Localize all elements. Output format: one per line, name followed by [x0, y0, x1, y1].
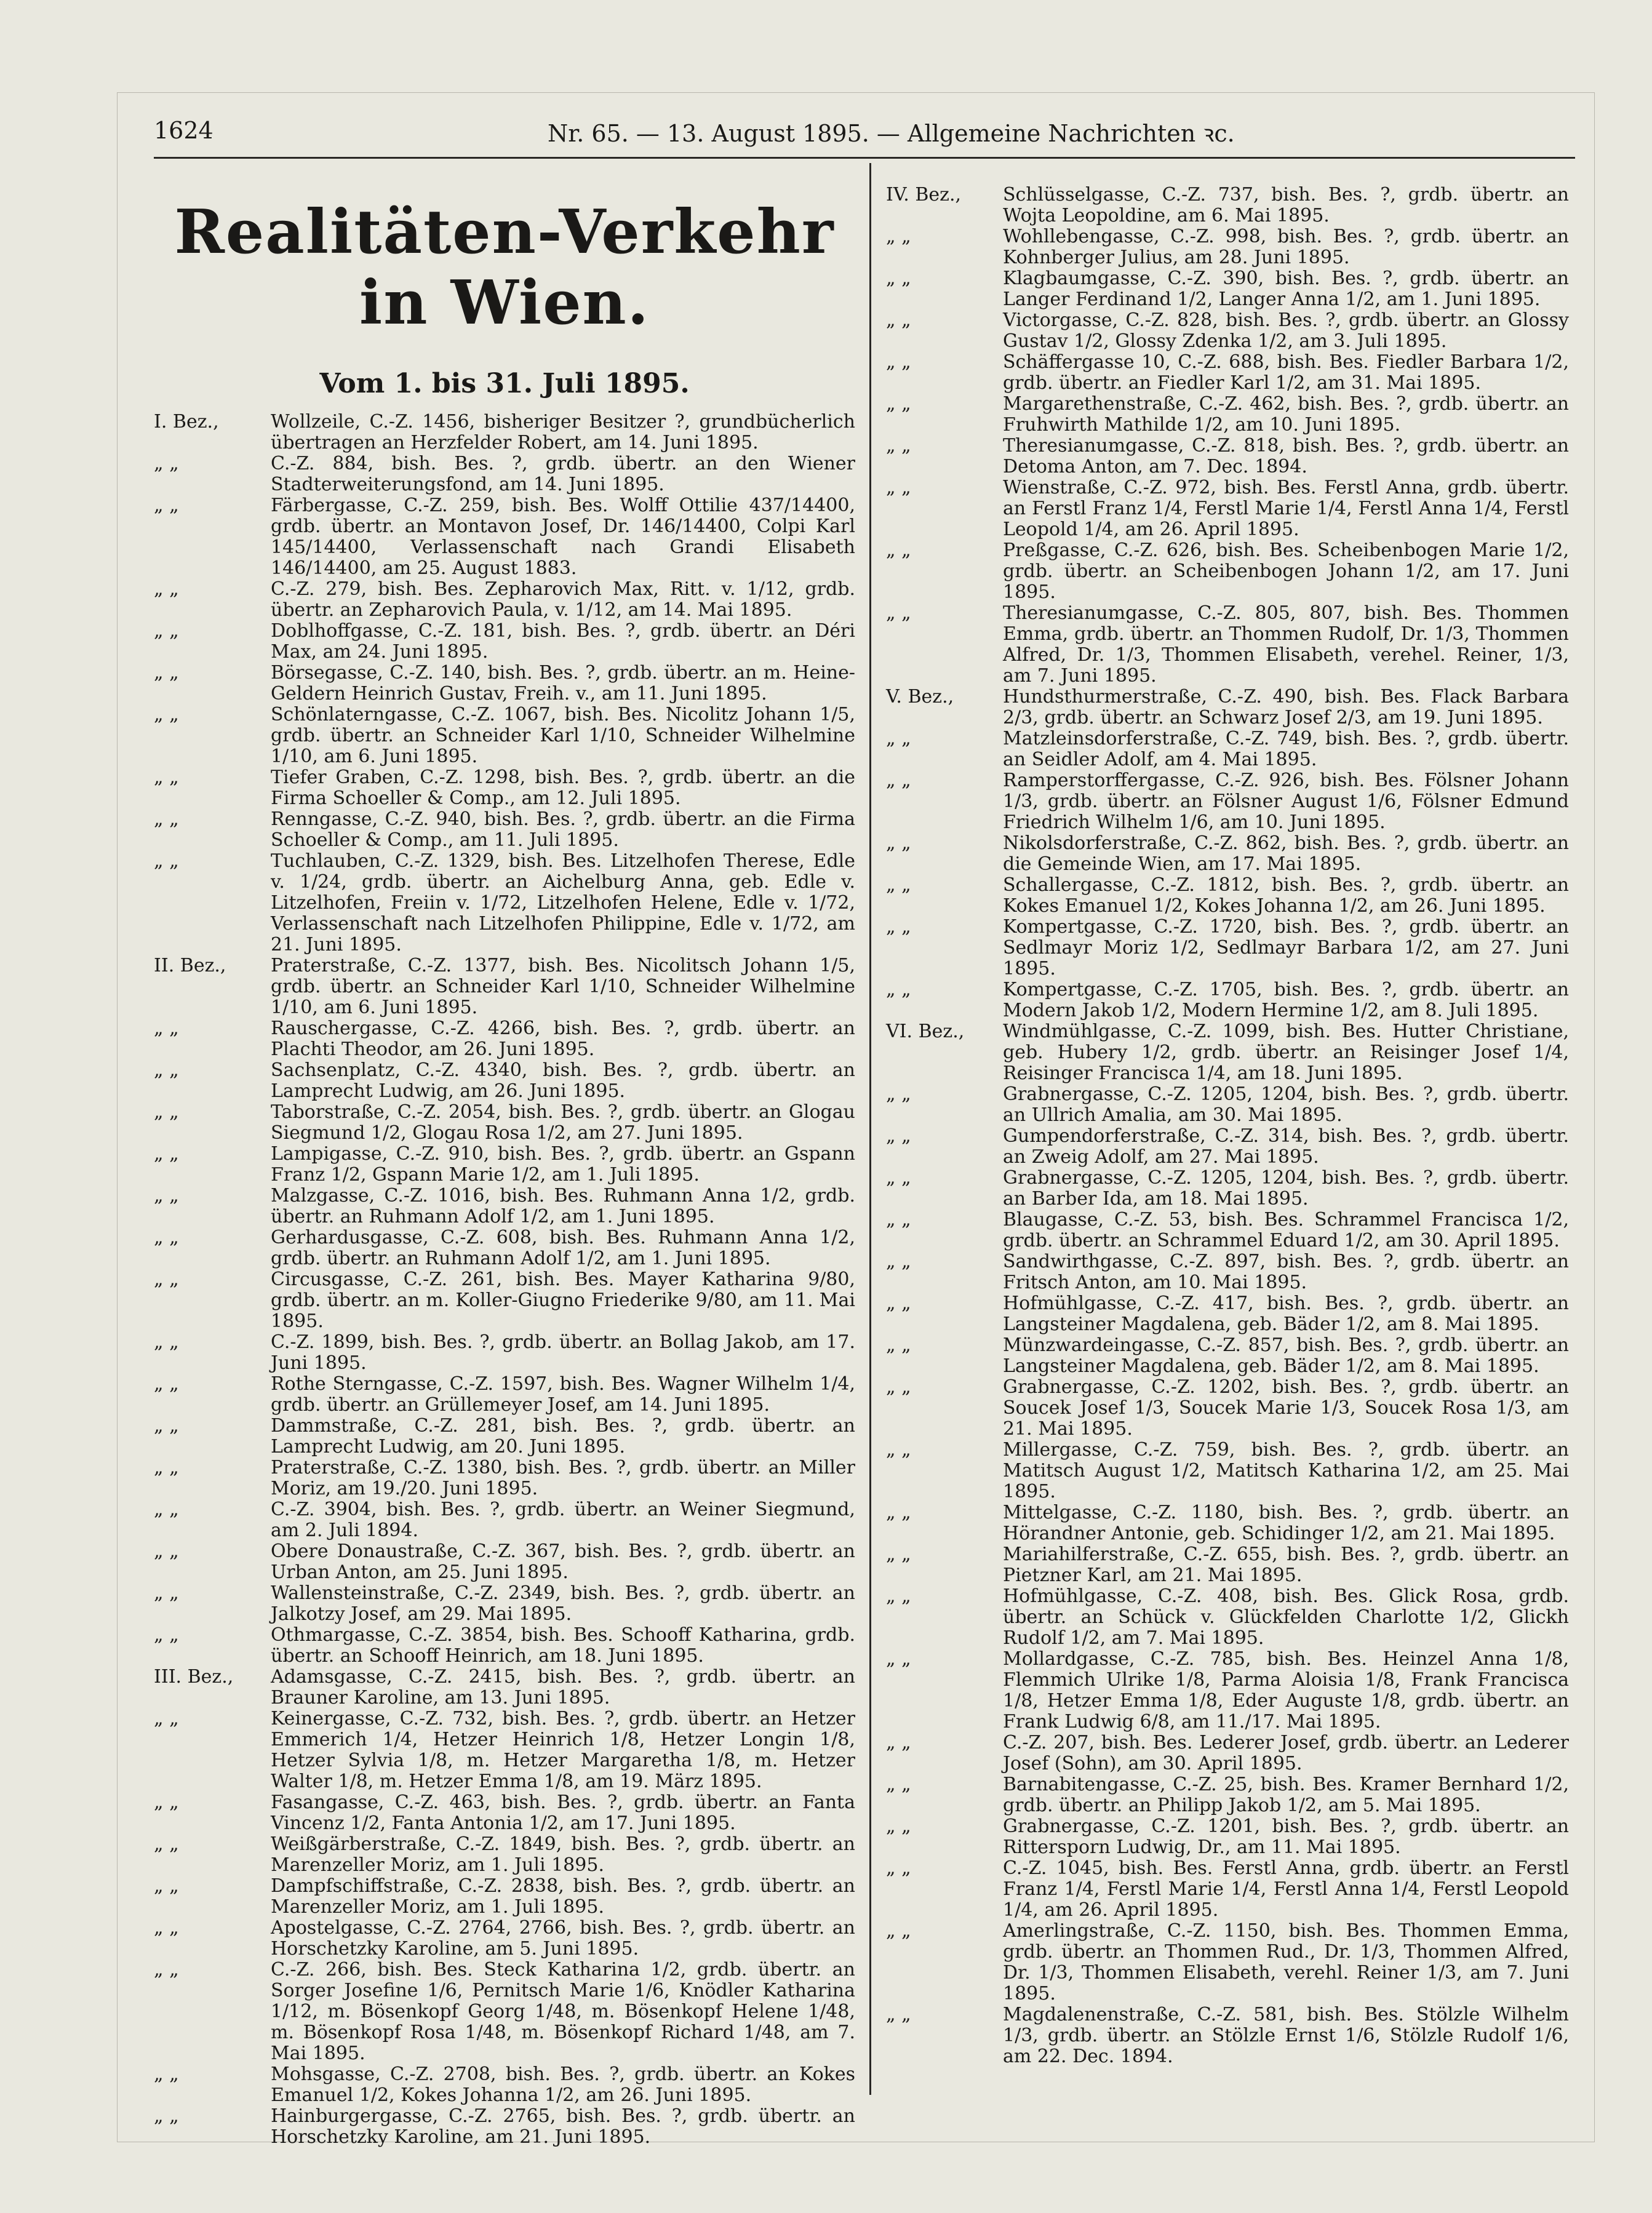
header-rule [154, 157, 1575, 159]
list-item [886, 226, 1569, 268]
entry-text: Praterstraße, C.-Z. 1380, bish. Bes. ?, grdb. übertr. an Miller Moriz, am 19./20. Juni 1895. [271, 1457, 855, 1499]
district-tag: „ „ [154, 850, 179, 872]
district-tag: „ „ [154, 1499, 179, 1520]
district-tag: „ „ [886, 540, 911, 561]
list-item [886, 979, 1569, 1021]
district-tag: „ „ [154, 1959, 179, 1980]
list-item [886, 1084, 1569, 1126]
district-tag: „ „ [886, 1502, 911, 1523]
list-item [154, 767, 855, 809]
list-item [886, 770, 1569, 833]
entry-text: Margarethenstraße, C.-Z. 462, bish. Bes. ?, grdb. übertr. an Fruhwirth Mathilde 1/2, am 10. Juni 1895. [1003, 393, 1569, 436]
list-item [154, 1834, 855, 1876]
entry-text: Tuchlauben, C.-Z. 1329, bish. Bes. Litzelhofen Therese, Edle v. 1/24, grdb. übertr. an Aichelburg Anna, geb. Edle v. Litzelhofen, Freiin v. 1/72, Litzelhofen Helene, Edle v. 1/72, Verlassenschaft nach Litzelhofen Philippine, Edle v. 1/72, am 21. Juni 1895. [271, 850, 855, 955]
list-item [886, 1816, 1569, 1858]
district-tag: „ „ [154, 2063, 179, 2085]
entry-text: Nikolsdorferstraße, C.-Z. 862, bish. Bes. ?, grdb. übertr. an die Gemeinde Wien, am 17. Mai 1895. [1003, 832, 1569, 875]
district-tag: „ „ [886, 1816, 911, 1837]
district-tag: „ „ [886, 1920, 911, 1942]
entry-text: Dampfschiffstraße, C.-Z. 2838, bish. Bes. ?, grdb. übertr. an Marenzeller Moriz, am 1. Juli 1895. [271, 1875, 855, 1918]
district-tag: „ „ [154, 1541, 179, 1562]
district-tag: „ „ [154, 808, 179, 830]
running-title: Nr. 65. — 13. August 1895. — Allgemeine Nachrichten ꝛc. [548, 120, 1235, 147]
district-tag: „ „ [154, 1373, 179, 1395]
district-tag: „ „ [886, 1439, 911, 1461]
right-column [886, 185, 1569, 2067]
entry-text: Hainburgergasse, C.-Z. 2765, bish. Bes. ?, grdb. übertr. an Horschetzky Karoline, am 21. Juni 1895. [271, 2105, 855, 2148]
list-item [154, 1227, 855, 1269]
list-item [886, 1774, 1569, 1816]
entry-text: Wollzeile, C.-Z. 1456, bisheriger Besitzer ?, grundbücherlich übertragen an Herzfelder Robert, am 14. Juni 1895. [271, 411, 855, 453]
district-tag: „ „ [154, 1582, 179, 1604]
entry-text: Matzleinsdorferstraße, C.-Z. 749, bish. Bes. ?, grdb. übertr. an Seidler Adolf, am 4. Mai 1895. [1003, 728, 1569, 770]
list-item [886, 875, 1569, 917]
list-item [886, 1335, 1569, 1377]
entry-text: Tiefer Graben, C.-Z. 1298, bish. Bes. ?, grdb. übertr. an die Firma Schoeller & Comp., am 12. Juli 1895. [271, 767, 855, 809]
district-tag: „ „ [154, 1143, 179, 1165]
district-tag: „ „ [886, 979, 911, 1000]
entry-text: Schäffergasse 10, C.-Z. 688, bish. Bes. Fiedler Barbara 1/2, grdb. übertr. an Fiedler Karl 1/2, am 31. Mai 1895. [1003, 351, 1569, 394]
list-item [154, 1792, 855, 1834]
left-entry-list [154, 412, 855, 2148]
entry-text: Malzgasse, C.-Z. 1016, bish. Bes. Ruhmann Anna 1/2, grdb. übertr. an Ruhmann Adolf 1/2, am 1. Juni 1895. [271, 1185, 855, 1227]
entry-text: Hundsthurmerstraße, C.-Z. 490, bish. Bes. Flack Barbara 2/3, grdb. übertr. an Schwarz Josef 2/3, am 19. Juni 1895. [1003, 686, 1569, 728]
list-item [886, 1649, 1569, 1733]
district-tag: „ „ [154, 1457, 179, 1478]
entry-text: Rothe Sterngasse, C.-Z. 1597, bish. Bes. Wagner Wilhelm 1/4, grdb. übertr. an Grüllemeyer Josef, am 14. Juni 1895. [271, 1373, 855, 1416]
entry-text: Preßgasse, C.-Z. 626, bish. Bes. Scheibenbogen Marie 1/2, grdb. übertr. an Scheibenbogen Johann 1/2, am 17. Juni 1895. [1003, 540, 1569, 603]
entry-text: Weißgärberstraße, C.-Z. 1849, bish. Bes. ?, grdb. übertr. an Marenzeller Moriz, am 1. Juli 1895. [271, 1833, 855, 1876]
list-item [154, 453, 855, 495]
list-item [154, 2064, 855, 2106]
district-tag: „ „ [886, 435, 911, 457]
entry-text: Hofmühlgasse, C.-Z. 408, bish. Bes. Glick Rosa, grdb. übertr. an Schück v. Glückfelden Charlotte 1/2, Glickh Rudolf 1/2, am 7. Mai 1895. [1003, 1585, 1569, 1649]
district-tag: „ „ [886, 351, 911, 373]
district-tag: „ „ [154, 1101, 179, 1123]
entry-text: C.-Z. 1899, bish. Bes. ?, grdb. übertr. an Bollag Jakob, am 17. Juni 1895. [271, 1331, 855, 1374]
district-tag: „ „ [154, 1792, 179, 1813]
district-tag: „ „ [154, 1415, 179, 1437]
district-tag: „ „ [886, 1334, 911, 1356]
list-item [154, 1960, 855, 2064]
district-tag: „ „ [154, 1227, 179, 1248]
district-tag: „ „ [886, 1732, 911, 1753]
list-item [886, 1440, 1569, 1502]
entry-text: Grabnergasse, C.-Z. 1205, 1204, bish. Bes. ?, grdb. übertr. an Barber Ida, am 18. Mai 1895. [1003, 1167, 1569, 1210]
district-tag: „ „ [154, 620, 179, 642]
district-tag: „ „ [886, 1376, 911, 1398]
list-item [154, 1102, 855, 1144]
article-title: Realitäten-Verkehr in Wien. [174, 197, 835, 338]
list-item [886, 687, 1569, 728]
district-tag: „ „ [154, 1331, 179, 1353]
district-tag: „ „ [154, 1269, 179, 1290]
entry-text: Renngasse, C.-Z. 940, bish. Bes. ?, grdb. übertr. an die Firma Schoeller & Comp., am 11. Juli 1895. [271, 808, 855, 851]
district-tag: „ „ [886, 393, 911, 415]
entry-text: Magdalenenstraße, C.-Z. 581, bish. Bes. Stölzle Wilhelm 1/3, grdb. übertr. an Stölzle Ernst 1/6, Stölzle Rudolf 1/6, am 22. Dec. 1894. [1003, 2004, 1569, 2067]
district-tag: „ „ [886, 728, 911, 749]
district-tag: „ „ [154, 1875, 179, 1897]
entry-text: Mittelgasse, C.-Z. 1180, bish. Bes. ?, grdb. übertr. an Hörandner Antonie, geb. Schidinger 1/2, am 21. Mai 1895. [1003, 1502, 1569, 1544]
district-tag: „ „ [886, 1585, 911, 1607]
entry-text: Barnabitengasse, C.-Z. 25, bish. Bes. Kramer Bernhard 1/2, grdb. übertr. an Philipp Jakob 1/2, am 5. Mai 1895. [1003, 1774, 1569, 1816]
district-tag: „ „ [154, 704, 179, 725]
district-tag: II. Bez., [154, 955, 226, 976]
entry-text: Gerhardusgasse, C.-Z. 608, bish. Bes. Ruhmann Anna 1/2, grdb. übertr. an Ruhmann Adolf 1/2, am 1. Juni 1895. [271, 1227, 855, 1269]
list-item [154, 621, 855, 663]
entry-text: Windmühlgasse, C.-Z. 1099, bish. Bes. Hutter Christiane, geb. Hubery 1/2, grdb. übertr. an Reisinger Josef 1/4, Reisinger Francisca 1/4, am 18. Juni 1895. [1003, 1021, 1569, 1084]
list-item [154, 1625, 855, 1667]
district-tag: „ „ [154, 1185, 179, 1206]
entry-text: Wohllebengasse, C.-Z. 998, bish. Bes. ?, grdb. übertr. an Kohnberger Julius, am 28. Juni 1895. [1003, 226, 1569, 268]
district-tag: „ „ [886, 874, 911, 896]
list-item [886, 352, 1569, 394]
list-item [886, 1168, 1569, 1210]
list-item [154, 412, 855, 453]
entry-text: Sachsenplatz, C.-Z. 4340, bish. Bes. ?, grdb. übertr. an Lamprecht Ludwig, am 26. Juni 1895. [271, 1059, 855, 1102]
district-tag: „ „ [886, 268, 911, 289]
list-item [886, 268, 1569, 310]
list-item [154, 1583, 855, 1625]
entry-text: Sandwirthgasse, C.-Z. 897, bish. Bes. ?, grdb. übertr. an Fritsch Anton, am 10. Mai 1895. [1003, 1251, 1569, 1293]
entry-text: Blaugasse, C.-Z. 53, bish. Bes. Schrammel Francisca 1/2, grdb. übertr. an Schrammel Eduard 1/2, am 30. April 1895. [1003, 1209, 1569, 1251]
entry-text: Adamsgasse, C.-Z. 2415, bish. Bes. ?, grdb. übertr. an Brauner Karoline, am 13. Juni 1895. [271, 1666, 855, 1709]
district-tag: „ „ [154, 1917, 179, 1939]
list-item [886, 1210, 1569, 1251]
district-tag: „ „ [886, 770, 911, 791]
entry-text: Börsegasse, C.-Z. 140, bish. Bes. ?, grdb. übertr. an m. Heine-Geldern Heinrich Gustav, Freih. v., am 11. Juni 1895. [271, 662, 855, 704]
list-item [886, 1921, 1569, 2004]
list-item [886, 1544, 1569, 1586]
entry-text: Doblhoffgasse, C.-Z. 181, bish. Bes. ?, grdb. übertr. an Déri Max, am 24. Juni 1895. [271, 620, 855, 663]
list-item [886, 540, 1569, 603]
district-tag: „ „ [886, 1125, 911, 1147]
district-tag: „ „ [886, 226, 911, 247]
list-item [154, 663, 855, 704]
entry-text: Othmargasse, C.-Z. 3854, bish. Bes. Schooff Katharina, grdb. übertr. an Schooff Heinrich, am 18. Juni 1895. [271, 1624, 855, 1667]
district-tag: „ „ [886, 1083, 911, 1105]
district-tag: „ „ [154, 1018, 179, 1039]
list-item [154, 1457, 855, 1499]
list-item [886, 603, 1569, 687]
page-header [154, 117, 1235, 154]
list-item [886, 1021, 1569, 1084]
district-tag: „ „ [886, 1857, 911, 1879]
district-tag: „ „ [154, 2105, 179, 2127]
entry-text: Kompertgasse, C.-Z. 1705, bish. Bes. ?, grdb. übertr. an Modern Jakob 1/2, Modern Hermine 1/2, am 8. Juli 1895. [1003, 979, 1569, 1021]
list-item [886, 1126, 1569, 1168]
district-tag: „ „ [154, 1833, 179, 1855]
entry-text: Ramperstorffergasse, C.-Z. 926, bish. Bes. Fölsner Johann 1/3, grdb. übertr. an Fölsner August 1/6, Fölsner Edmund Friedrich Wilhelm 1/6, am 10. Juni 1895. [1003, 770, 1569, 833]
list-item [154, 1876, 855, 1918]
list-item [154, 1269, 855, 1332]
list-item [154, 2106, 855, 2148]
entry-text: Schallergasse, C.-Z. 1812, bish. Bes. ?, grdb. übertr. an Kokes Emanuel 1/2, Kokes Johanna 1/2, am 26. Juni 1895. [1003, 874, 1569, 917]
list-item [154, 1918, 855, 1960]
list-item [154, 1416, 855, 1457]
entry-text: Mariahilferstraße, C.-Z. 655, bish. Bes. ?, grdb. übertr. an Pietzner Karl, am 21. Mai 1895. [1003, 1544, 1569, 1586]
district-tag: „ „ [886, 2004, 911, 2025]
list-item [886, 185, 1569, 226]
entry-text: Grabnergasse, C.-Z. 1202, bish. Bes. ?, grdb. übertr. an Soucek Josef 1/3, Soucek Marie 1/3, Soucek Rosa 1/3, am 21. Mai 1895. [1003, 1376, 1569, 1440]
entry-text: Praterstraße, C.-Z. 1377, bish. Bes. Nicolitsch Johann 1/5, grdb. übertr. an Schneider Karl 1/10, Schneider Wilhelmine 1/10, am 6. Juni 1895. [271, 955, 855, 1018]
list-item [154, 955, 855, 1018]
district-tag: IV. Bez., [886, 184, 962, 205]
list-item [886, 1858, 1569, 1921]
list-item [886, 1502, 1569, 1544]
list-item [154, 1541, 855, 1583]
entry-text: Rauschergasse, C.-Z. 4266, bish. Bes. ?, grdb. übertr. an Plachti Theodor, am 26. Juni 1895. [271, 1018, 855, 1060]
entry-text: Schlüsselgasse, C.-Z. 737, bish. Bes. ?, grdb. übertr. an Wojta Leopoldine, am 6. Mai 1895. [1003, 184, 1569, 226]
list-item [154, 1186, 855, 1227]
list-item [886, 394, 1569, 436]
district-tag: „ „ [154, 1624, 179, 1646]
district-tag: „ „ [886, 1167, 911, 1189]
list-item [886, 1293, 1569, 1335]
entry-text: C.-Z. 266, bish. Bes. Steck Katharina 1/2, grdb. übertr. an Sorger Josefine 1/6, Pernitsch Marie 1/6, Knödler Katharina 1/12, m. Bösenkopf Georg 1/48, m. Bösenkopf Helene 1/48, m. Bösenkopf Rosa 1/48, m. Bösenkopf Richard 1/48, am 7. Mai 1895. [271, 1959, 855, 2064]
entry-text: Obere Donaustraße, C.-Z. 367, bish. Bes. ?, grdb. übertr. an Urban Anton, am 25. Juni 1895. [271, 1541, 855, 1583]
district-tag: „ „ [886, 1293, 911, 1314]
list-item [154, 1060, 855, 1102]
entry-text: Taborstraße, C.-Z. 2054, bish. Bes. ?, grdb. übertr. an Glogau Siegmund 1/2, Glogau Rosa 1/2, am 27. Juni 1895. [271, 1101, 855, 1144]
list-item [886, 728, 1569, 770]
entry-text: Circusgasse, C.-Z. 261, bish. Bes. Mayer Katharina 9/80, grdb. übertr. an m. Koller-Giugno Friederike 9/80, am 11. Mai 1895. [271, 1269, 855, 1332]
district-tag: „ „ [154, 1059, 179, 1081]
entry-text: C.-Z. 3904, bish. Bes. ?, grdb. übertr. an Weiner Siegmund, am 2. Juli 1894. [271, 1499, 855, 1541]
list-item [154, 1332, 855, 1374]
list-item [154, 704, 855, 767]
district-tag: V. Bez., [886, 686, 954, 708]
entry-text: C.-Z. 1045, bish. Bes. Ferstl Anna, grdb. übertr. an Ferstl Franz 1/4, Ferstl Marie 1/4, Ferstl Anna 1/4, Ferstl Leopold 1/4, am 26. April 1895. [1003, 1857, 1569, 1921]
list-item [886, 477, 1569, 540]
entry-text: Fasangasse, C.-Z. 463, bish. Bes. ?, grdb. übertr. an Fanta Vincenz 1/2, Fanta Antonia 1/2, am 17. Juni 1895. [271, 1792, 855, 1834]
list-item [154, 1374, 855, 1416]
column-divider [869, 163, 871, 2095]
list-item [886, 1586, 1569, 1649]
list-item [154, 579, 855, 621]
district-tag: I. Bez., [154, 411, 219, 433]
list-item [886, 310, 1569, 352]
district-tag: „ „ [154, 495, 179, 516]
district-tag: „ „ [886, 1209, 911, 1230]
entry-text: Klagbaumgasse, C.-Z. 390, bish. Bes. ?, grdb. übertr. an Langer Ferdinand 1/2, Langer Anna 1/2, am 1. Juni 1895. [1003, 268, 1569, 310]
list-item [886, 1251, 1569, 1293]
district-tag: „ „ [154, 1708, 179, 1729]
entry-text: Mollardgasse, C.-Z. 785, bish. Bes. Heinzel Anna 1/8, Flemmich Ulrike 1/8, Parma Aloisia 1/8, Frank Francisca 1/8, Hetzer Emma 1/8, Eder Auguste 1/8, grdb. übertr. an Frank Ludwig 6/8, am 11./17. Mai 1895. [1003, 1648, 1569, 1733]
district-tag: „ „ [886, 602, 911, 624]
district-tag: „ „ [886, 1251, 911, 1272]
entry-text: Gumpendorferstraße, C.-Z. 314, bish. Bes. ?, grdb. übertr. an Zweig Adolf, am 27. Mai 1895. [1003, 1125, 1569, 1168]
page-number: 1624 [154, 117, 213, 144]
entry-text: C.-Z. 884, bish. Bes. ?, grdb. übertr. an den Wiener Stadterweiterungsfond, am 14. Juni 1895. [271, 453, 855, 495]
list-item [886, 917, 1569, 979]
entry-text: Keinergasse, C.-Z. 732, bish. Bes. ?, grdb. übertr. an Hetzer Emmerich 1/4, Hetzer Heinrich 1/8, Hetzer Longin 1/8, Hetzer Sylvia 1/8, m. Hetzer Margaretha 1/8, m. Hetzer Walter 1/8, m. Hetzer Emma 1/8, am 19. März 1895. [271, 1708, 855, 1792]
district-tag: „ „ [886, 309, 911, 331]
entry-text: Kompertgasse, C.-Z. 1720, bish. Bes. ?, grdb. übertr. an Sedlmayr Moriz 1/2, Sedlmayr Barbara 1/2, am 27. Juni 1895. [1003, 916, 1569, 979]
list-item [154, 1144, 855, 1186]
left-column [154, 185, 855, 2148]
entry-text: C.-Z. 207, bish. Bes. Lederer Josef, grdb. übertr. an Lederer Josef (Sohn), am 30. April 1895. [1003, 1732, 1569, 1774]
entry-text: Amerlingstraße, C.-Z. 1150, bish. Bes. Thommen Emma, grdb. übertr. an Thommen Rud., Dr. 1/3, Thommen Alfred, Dr. 1/3, Thommen Elisabeth, verehl. Reiner 1/3, am 7. Juni 1895. [1003, 1920, 1569, 2004]
district-tag: „ „ [154, 578, 179, 600]
district-tag: „ „ [154, 767, 179, 788]
list-item [154, 495, 855, 579]
entry-text: Apostelgasse, C.-Z. 2764, 2766, bish. Bes. ?, grdb. übertr. an Horschetzky Karoline, am 5. Juni 1895. [271, 1917, 855, 1960]
list-item [154, 1709, 855, 1792]
district-tag: „ „ [886, 832, 911, 854]
entry-text: Wienstraße, C.-Z. 972, bish. Bes. Ferstl Anna, grdb. übertr. an Ferstl Franz 1/4, Ferstl Marie 1/4, Ferstl Anna 1/4, Ferstl Leopold 1/4, am 26. April 1895. [1003, 477, 1569, 540]
district-tag: „ „ [886, 1544, 911, 1565]
entry-text: Grabnergasse, C.-Z. 1205, 1204, bish. Bes. ?, grdb. übertr. an Ullrich Amalia, am 30. Mai 1895. [1003, 1083, 1569, 1126]
entry-text: Theresianumgasse, C.-Z. 805, 807, bish. Bes. Thommen Emma, grdb. übertr. an Thommen Rudolf, Dr. 1/3, Thommen Alfred, Dr. 1/3, Thommen Elisabeth, verehel. Reiner, 1/3, am 7. Juni 1895. [1003, 602, 1569, 687]
district-tag: „ „ [154, 453, 179, 474]
list-item [154, 1499, 855, 1541]
entry-text: Schönlaterngasse, C.-Z. 1067, bish. Bes. Nicolitz Johann 1/5, grdb. übertr. an Schneider Karl 1/10, Schneider Wilhelmine 1/10, am 6. Juni 1895. [271, 704, 855, 767]
entry-text: Wallensteinstraße, C.-Z. 2349, bish. Bes. ?, grdb. übertr. an Jalkotzy Josef, am 29. Mai 1895. [271, 1582, 855, 1625]
list-item [886, 833, 1569, 875]
entry-text: Mohsgasse, C.-Z. 2708, bish. Bes. ?, grdb. übertr. an Kokes Emanuel 1/2, Kokes Johanna 1/2, am 26. Juni 1895. [271, 2063, 855, 2106]
district-tag: VI. Bez., [886, 1021, 965, 1042]
entry-text: C.-Z. 279, bish. Bes. Zepharovich Max, Ritt. v. 1/12, grdb. übertr. an Zepharovich Paula, v. 1/12, am 14. Mai 1895. [271, 578, 855, 621]
district-tag: „ „ [154, 662, 179, 684]
list-item [154, 1018, 855, 1060]
entry-text: Dammstraße, C.-Z. 281, bish. Bes. ?, grdb. übertr. an Lamprecht Ludwig, am 20. Juni 1895. [271, 1415, 855, 1457]
list-item [886, 1733, 1569, 1774]
entry-text: Färbergasse, C.-Z. 259, bish. Bes. Wolff Ottilie 437/14400, grdb. übertr. an Montavon Josef, Dr. 146/14400, Colpi Karl 145/14400, Verlassenschaft nach Grandi Elisabeth 146/14400, am 25. August 1883. [271, 495, 855, 579]
entry-text: Grabnergasse, C.-Z. 1201, bish. Bes. ?, grdb. übertr. an Rittersporn Ludwig, Dr., am 11. Mai 1895. [1003, 1816, 1569, 1858]
list-item [886, 436, 1569, 477]
entry-text: Millergasse, C.-Z. 759, bish. Bes. ?, grdb. übertr. an Matitsch August 1/2, Matitsch Katharina 1/2, am 25. Mai 1895. [1003, 1439, 1569, 1502]
article-subtitle: Vom 1. bis 31. Juli 1895. [319, 368, 690, 399]
district-tag: „ „ [886, 1648, 911, 1670]
entry-text: Hofmühlgasse, C.-Z. 417, bish. Bes. ?, grdb. übertr. an Langsteiner Magdalena, geb. Bäder 1/2, am 8. Mai 1895. [1003, 1293, 1569, 1335]
list-item [886, 1377, 1569, 1440]
list-item [154, 851, 855, 955]
entry-text: Theresianumgasse, C.-Z. 818, bish. Bes. ?, grdb. übertr. an Detoma Anton, am 7. Dec. 1894. [1003, 435, 1569, 477]
entry-text: Lampigasse, C.-Z. 910, bish. Bes. ?, grdb. übertr. an Gspann Franz 1/2, Gspann Marie 1/2, am 1. Juli 1895. [271, 1143, 855, 1186]
district-tag: „ „ [886, 1774, 911, 1795]
entry-text: Victorgasse, C.-Z. 828, bish. Bes. ?, grdb. übertr. an Glossy Gustav 1/2, Glossy Zdenka 1/2, am 3. Juli 1895. [1003, 309, 1569, 352]
district-tag: „ „ [886, 916, 911, 938]
district-tag: „ „ [886, 477, 911, 498]
list-item [886, 2004, 1569, 2067]
right-entry-list [886, 185, 1569, 2067]
list-item [154, 1667, 855, 1709]
district-tag: III. Bez., [154, 1666, 234, 1688]
list-item [154, 809, 855, 851]
entry-text: Münzwardeingasse, C.-Z. 857, bish. Bes. ?, grdb. übertr. an Langsteiner Magdalena, geb. Bäder 1/2, am 8. Mai 1895. [1003, 1334, 1569, 1377]
